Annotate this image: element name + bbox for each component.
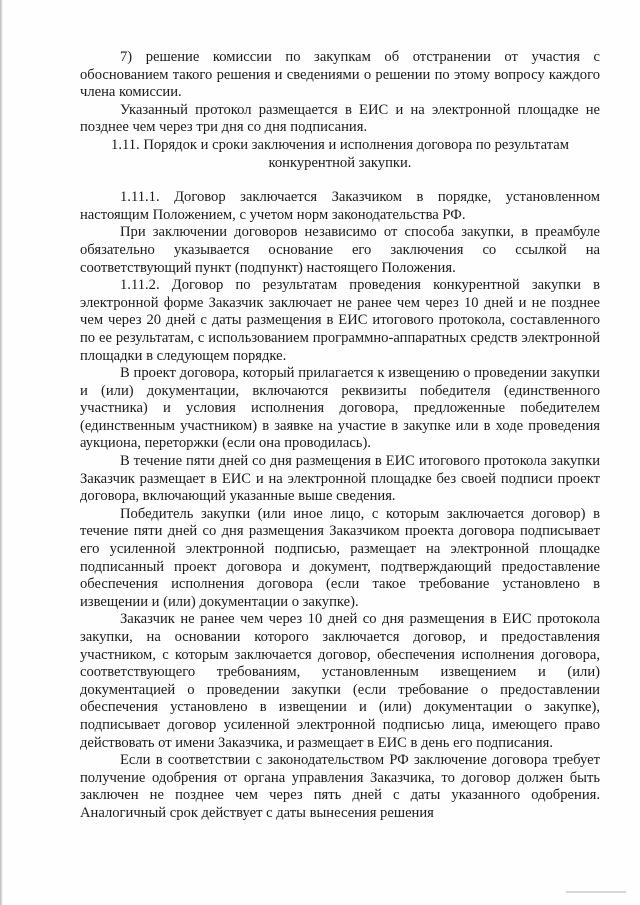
- paragraph-preamble: При заключении договоров независимо от способа закупки, в преамбуле обязательно указывается основание его заключения со ссылкой на соответствующий пункт (подпункт) настоящего Положения.: [80, 224, 600, 276]
- paragraph-protocol-publication: Указанный протокол размещается в ЕИС и на электронной площадке не позднее чем через три дня со дня подписания.: [80, 101, 600, 136]
- paragraph-five-days: В течение пяти дней со дня размещения в ЕИС итогового протокола закупки Заказчик размещает в ЕИС и на электронной площадке без своей подписи проект договора, включающий указанные выше сведения.: [80, 453, 600, 505]
- paragraph-1-11-1: 1.11.1. Договор заключается Заказчиком в порядке, установленном настоящим Положением, с учетом норм законодательства РФ.: [80, 189, 600, 223]
- paragraph-1-11-2: 1.11.2. Договор по результатам проведения конкурентной закупки в электронной форме Заказчик заключает не ранее чем через 10 дней и не позднее чем через 20 дней с даты размещения в ЕИС итогового протокола, составленного по ее результатам, с использованием программно-аппаратных средств электронной площадки в следующем порядке.: [80, 277, 600, 364]
- scan-artifact: [566, 891, 626, 893]
- paragraph-commission-decision: 7) решение комиссии по закупкам об отстранении от участия с обоснованием такого решения и сведениями о решении по этому вопросу каждого члена комиссии.: [80, 49, 600, 101]
- scan-edge-shadow: [0, 0, 3, 905]
- section-heading-1-11: 1.11. Порядок и сроки заключения и исполнения договора по результатам конкурентной закупки.: [111, 136, 569, 171]
- paragraph-approval: Если в соответствии с законодательством РФ заключение договора требует получение одобрения от органа управления Заказчика, то договор должен быть заключен не позднее чем через пять дней с даты указанного одобрения. Аналогичный срок действует с даты вынесения решения: [80, 752, 600, 821]
- paragraph-customer-signs: Заказчик не ранее чем через 10 дней со дня размещения в ЕИС протокола закупки, на основании которого заключается договор, и предоставления участником, с которым заключается договор, обеспечения исполнения договора, соответствующего требованиям, установленным извещением и (или) документацией о проведении закупки (если требование о предоставлении обеспечения установлено в извещении и (или) документации о закупке), подписывает договор усиленной электронной подписью лица, имеющего право действовать от имени Заказчика, и размещает в ЕИС в день его подписания.: [80, 611, 600, 751]
- paragraph-draft-contract: В проект договора, который прилагается к извещению о проведении закупки и (или) документации, включаются реквизиты победителя (единственного участника) и условия исполнения договора, предложенные победителем (единственным участником) в заявке на участие в закупке или в ходе проведения аукциона, переторжки (если она проводилась).: [80, 365, 600, 452]
- paragraph-winner-signs: Победитель закупки (или иное лицо, с которым заключается договор) в течение пяти дней со дня размещения Заказчиком проекта договора подписывает его усиленной электронной подписью, размещает на электронной площадке подписанный проект договора и документ, подтверждающий предоставление обеспечения исполнения договора (если такое требование установлено в извещении и (или) документации о закупке).: [80, 505, 600, 610]
- document-body: [80, 49, 600, 823]
